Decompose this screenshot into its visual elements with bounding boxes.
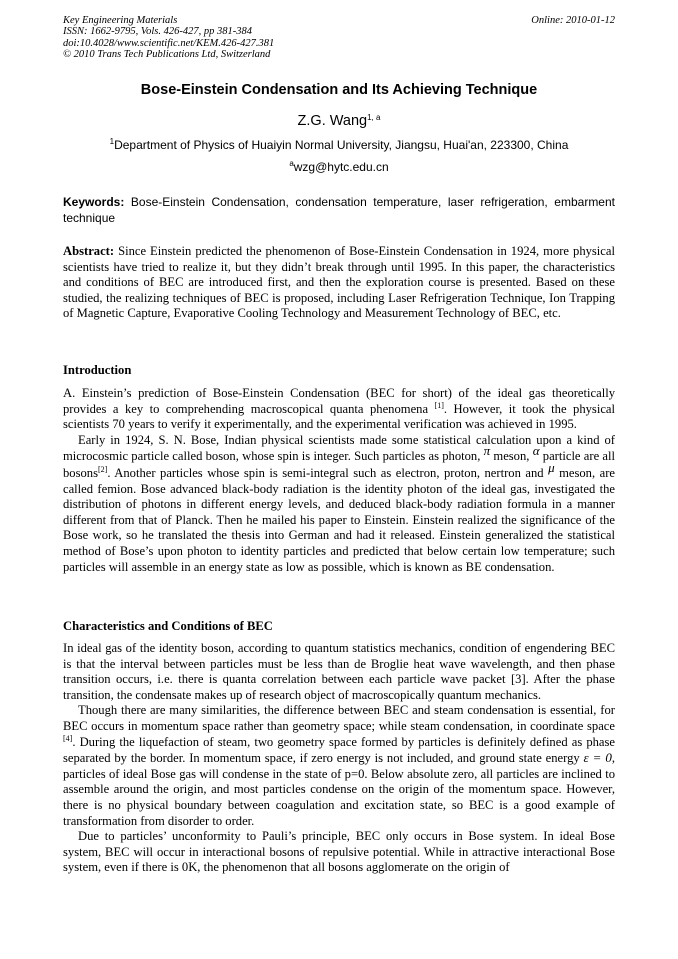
email-address: wzg@hytc.edu.cn bbox=[293, 160, 389, 174]
intro-p1-text-a: A. Einstein’s prediction of Bose-Einstein Condensation (BEC for short) of the ideal gas theoretically provides a key to comprehending macroscopical quanta phenomena bbox=[63, 386, 615, 416]
author-superscript: 1, a bbox=[367, 113, 381, 122]
abstract bbox=[63, 244, 615, 322]
intro-p2-text-a: Early in 1924, S. N. Bose, Indian physical scientists made some statistical calculation upon a kind of microcosmic particle called boson, whose spin is integer. Such particles as photon, bbox=[63, 432, 615, 464]
alpha-symbol: α bbox=[532, 443, 540, 459]
journal-header bbox=[63, 15, 615, 60]
author-name: Z.G. Wang bbox=[297, 113, 368, 129]
char-p2-text-a: Though there are many similarities, the difference between BEC and steam condensation is essential, for BEC occurs in momentum space rather than geometry space; while steam condensation, in coordinate space bbox=[63, 703, 615, 733]
author-line bbox=[63, 113, 615, 129]
epsilon-equation: ε = 0 bbox=[583, 750, 612, 766]
introduction-heading: Introduction bbox=[63, 363, 132, 377]
intro-p1-text-b: . However, it took the physical scientists 70 years to verify it experimentally, and the experimental verification was achieved in 1995. bbox=[63, 401, 615, 432]
email-superscript: a bbox=[289, 159, 294, 168]
introduction-body bbox=[63, 386, 615, 575]
mu-symbol: μ bbox=[548, 459, 555, 475]
char-paragraph-3: Due to particles’ unconformity to Pauli’s principle, BEC only occurs in Bose system. In ideal Bose system, BEC will occur in interactional bosons of repulsive potential. While in attractive interactional Bose system, even if there is 0K, the phenomenon that all bosons agglomerate on the origin of bbox=[63, 829, 615, 875]
citation-2: [2] bbox=[98, 464, 108, 474]
intro-p2-text-c: particle are all bosons bbox=[63, 449, 615, 480]
affiliation-text: Department of Physics of Huaiyin Normal University, Jiangsu, Huai'an, 223300, China bbox=[114, 138, 569, 152]
abstract-label: Abstract: bbox=[63, 244, 115, 258]
intro-p2-text-e: meson, are called femion. Bose advanced black-body radiation is the identity photon of the ideal gas, investigated the distribution of photons in different energy levels, and deduced black-body radiation formula in a manner different from that of Planck. Then he mailed his paper to Einstein. Einstein realized the significance of the Bose work, so he translated the thesis into German and had it released. Einstein generalized the statistical method of Bose’s upon photon to identity particles and predicted that below certain low temperature; such particles will assemble in an energy state as low as possible, which is known as BE condensation. bbox=[63, 465, 615, 574]
char-paragraph-2 bbox=[63, 703, 615, 829]
intro-p2-text-b: meson, bbox=[490, 449, 533, 464]
intro-p2-text-d: . Another particles whose spin is semi-integral such as electron, proton, nertron and bbox=[107, 465, 549, 480]
copyright-line: © 2010 Trans Tech Publications Ltd, Switzerland bbox=[63, 48, 271, 60]
intro-paragraph-1 bbox=[63, 386, 615, 433]
char-p2-text-b: . During the liquefaction of steam, two geometry space formed by particles is definitely defined as phase separated by the border. In momentum space, if zero energy is not included, and ground state energy bbox=[63, 734, 615, 766]
abstract-text: Since Einstein predicted the phenomenon of Bose-Einstein Condensation in 1924, more physical scientists have tried to realize it, but they didn’t break through until 1995. In this paper, the characteristics and conditions of BEC are introduced first, and then the exploration course is presented. Based on these studied, the realizing techniques of BEC is proposed, including Laser Refrigeration Technique, Ion Trapping of Magnetic Capture, Evaporative Cooling Technology and Measurement Technology of BEC, etc. bbox=[63, 244, 615, 321]
keywords bbox=[63, 195, 615, 226]
characteristics-heading: Characteristics and Conditions of BEC bbox=[63, 619, 273, 633]
characteristics-body bbox=[63, 641, 615, 876]
affiliation bbox=[63, 138, 615, 152]
affiliation-superscript: 1 bbox=[109, 137, 115, 146]
online-date: Online: 2010-01-12 bbox=[531, 15, 615, 26]
email-line bbox=[63, 160, 615, 174]
journal-name: Key Engineering Materials bbox=[63, 15, 178, 26]
issn-line: ISSN: 1662-9795, Vols. 426-427, pp 381-384 bbox=[63, 26, 252, 38]
pi-symbol: π bbox=[483, 443, 491, 459]
doi-line: doi:10.4028/www.scientific.net/KEM.426-427.381 bbox=[63, 37, 275, 49]
keywords-label: Keywords: bbox=[63, 195, 125, 209]
paper-title: Bose-Einstein Condensation and Its Achieving Technique bbox=[140, 82, 538, 98]
intro-paragraph-2 bbox=[63, 433, 615, 575]
keywords-text: Bose-Einstein Condensation, condensation temperature, laser refrigeration, embarment technique bbox=[63, 195, 615, 225]
citation-1: [1] bbox=[434, 400, 444, 410]
char-paragraph-1: In ideal gas of the identity boson, according to quantum statistics mechanics, condition of engendering BEC is that the interval between particles must be less than de Broglie heat wave wavelength, and then phase transition occurs, i.e. there is quanta correlation between each particle wave packet [3]. After the phase transition, the condensate makes up of research object of macroscopically quantum mechanics. bbox=[63, 641, 615, 702]
char-p2-text-c: , particles of ideal Bose gas will condense in the state of p=0. Below absolute zero, all particles are inclined to assemble around the origin, and most particles condense on the origin of the momentum space. However, there is no physical boundary between coagulation and excitation state, so BEC is a good example of transformation from disorder to order. bbox=[63, 751, 615, 828]
citation-4: [4] bbox=[63, 733, 73, 743]
